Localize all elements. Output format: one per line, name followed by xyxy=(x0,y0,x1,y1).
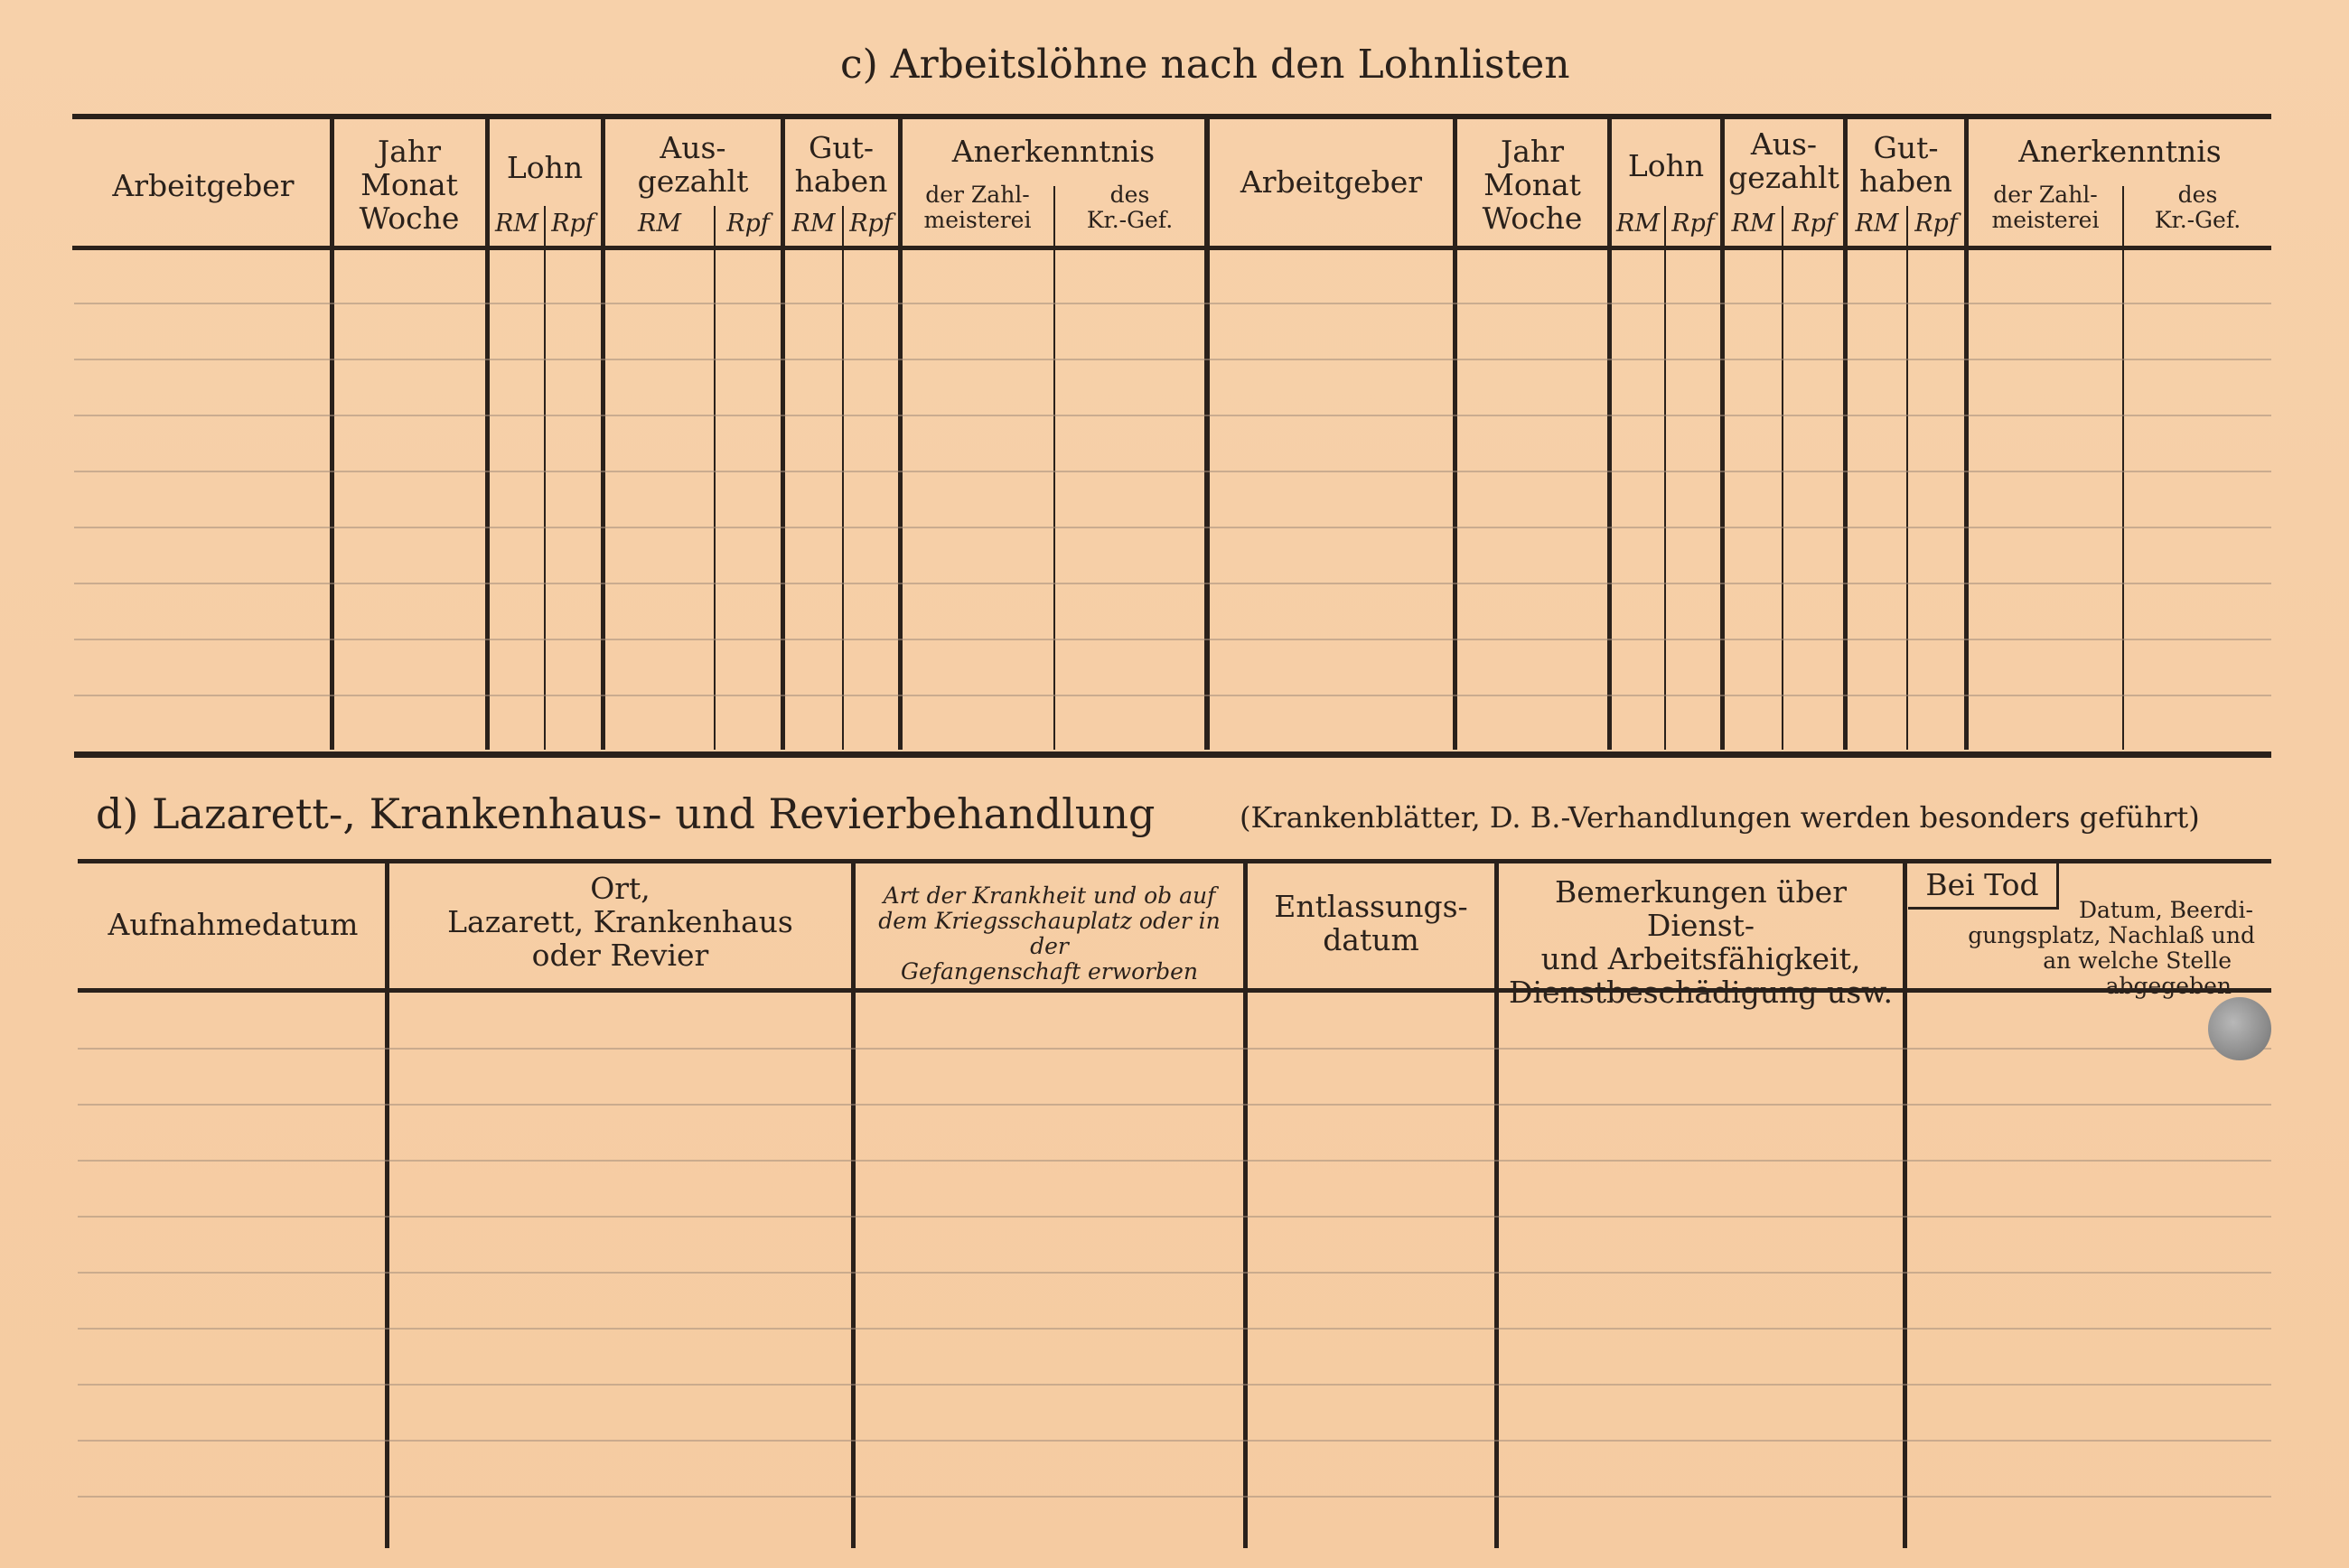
section-c-subcol-line xyxy=(714,206,716,750)
ruled-line xyxy=(74,695,2271,696)
header-ausgezahlt: Aus- gezahlt xyxy=(1728,126,1839,195)
header-bemerkungen: Bemerkungen über Dienst- und Arbeitsfähigkeit, Dienstbeschädigung usw. xyxy=(1509,874,1893,1010)
ruled-line xyxy=(78,1496,2271,1498)
header-datum-beerdigung: Datum, Beerdi- gungsplatz, Nachlaß und an welche Stelle abgegeben xyxy=(1968,897,2255,999)
ruled-line xyxy=(78,1384,2271,1386)
ruled-line xyxy=(74,415,2271,416)
header-kr-gef: des Kr.-Gef. xyxy=(1086,182,1174,233)
label-rpf: Rpf xyxy=(1671,210,1715,238)
section-d-col-line xyxy=(1903,862,1907,1548)
label-rm: RM xyxy=(495,210,538,238)
label-rpf: Rpf xyxy=(726,210,770,238)
ruled-line xyxy=(78,1328,2271,1330)
header-lohn: Lohn xyxy=(506,150,584,185)
ruled-line xyxy=(74,527,2271,528)
header-jahr-monat-woche: Jahr Monat Woche xyxy=(1482,134,1583,236)
section-d-title: d) Lazarett-, Krankenhaus- und Revierbehandlung xyxy=(96,789,1156,838)
section-c-title: c) Arbeitslöhne nach den Lohnlisten xyxy=(840,42,1570,88)
section-c-header-border xyxy=(72,246,2271,250)
ruled-line xyxy=(74,471,2271,472)
header-aufnahmedatum: Aufnahmedatum xyxy=(108,907,359,942)
header-art-der-krankheit: Art der Krankheit und ob auf dem Kriegsschauplatz oder in der Gefangenschaft erworben xyxy=(878,882,1221,985)
section-c-col-line xyxy=(1204,117,1210,750)
label-rpf: Rpf xyxy=(1914,210,1958,238)
header-anerkenntnis: Anerkenntnis xyxy=(951,134,1156,169)
label-rm: RM xyxy=(791,210,836,238)
section-c-subcol-line xyxy=(2122,186,2124,750)
punch-hole xyxy=(2208,997,2271,1060)
section-c-subcol-line xyxy=(1053,186,1055,750)
ruled-line xyxy=(78,1216,2271,1218)
section-c-subcol-line xyxy=(1906,206,1908,750)
section-c-top-border xyxy=(72,114,2271,119)
header-zahlmeisterei: der Zahl- meisterei xyxy=(923,182,1032,233)
header-jahr-monat-woche: Jahr Monat Woche xyxy=(359,134,460,236)
section-c-subcol-line xyxy=(544,206,546,750)
header-entlassungsdatum: Entlassungs- datum xyxy=(1274,889,1468,957)
section-d-note: (Krankenblätter, D. B.-Verhandlungen werden besonders geführt) xyxy=(1240,800,2200,835)
header-ausgezahlt: Aus- gezahlt xyxy=(637,130,749,199)
section-d-col-line xyxy=(1243,862,1248,1548)
header-lohn: Lohn xyxy=(1627,148,1705,183)
ruled-line xyxy=(74,639,2271,640)
header-zahlmeisterei: der Zahl- meisterei xyxy=(1991,182,2100,233)
ruled-line xyxy=(78,1048,2271,1050)
section-c-subcol-line xyxy=(1664,206,1666,750)
header-guthaben: Gut- haben xyxy=(794,130,888,199)
section-c-subcol-line xyxy=(1782,206,1783,750)
ruled-line xyxy=(78,1272,2271,1274)
header-ort: Ort, Lazarett, Krankenhaus oder Revier xyxy=(447,871,793,973)
header-bei-tod: Bei Tod xyxy=(1925,867,2039,902)
header-arbeitgeber: Arbeitgeber xyxy=(112,168,295,203)
ruled-line xyxy=(74,583,2271,584)
header-kr-gef: des Kr.-Gef. xyxy=(2154,182,2241,233)
label-rpf: Rpf xyxy=(551,210,594,238)
header-guthaben: Gut- haben xyxy=(1859,130,1952,199)
label-rpf: Rpf xyxy=(849,210,893,238)
section-c-bottom-border xyxy=(74,751,2271,758)
header-anerkenntnis: Anerkenntnis xyxy=(2018,134,2222,169)
label-rm: RM xyxy=(1616,210,1660,238)
label-rm: RM xyxy=(1855,210,1899,238)
section-c-subcol-line xyxy=(842,206,844,750)
label-rpf: Rpf xyxy=(1792,210,1835,238)
ruled-line xyxy=(74,359,2271,360)
header-arbeitgeber: Arbeitgeber xyxy=(1240,164,1423,200)
label-rm: RM xyxy=(638,210,681,238)
ruled-line xyxy=(78,1160,2271,1162)
ruled-line xyxy=(78,1104,2271,1106)
ruled-line xyxy=(74,303,2271,304)
label-rm: RM xyxy=(1731,210,1775,238)
ruled-line xyxy=(78,1440,2271,1442)
